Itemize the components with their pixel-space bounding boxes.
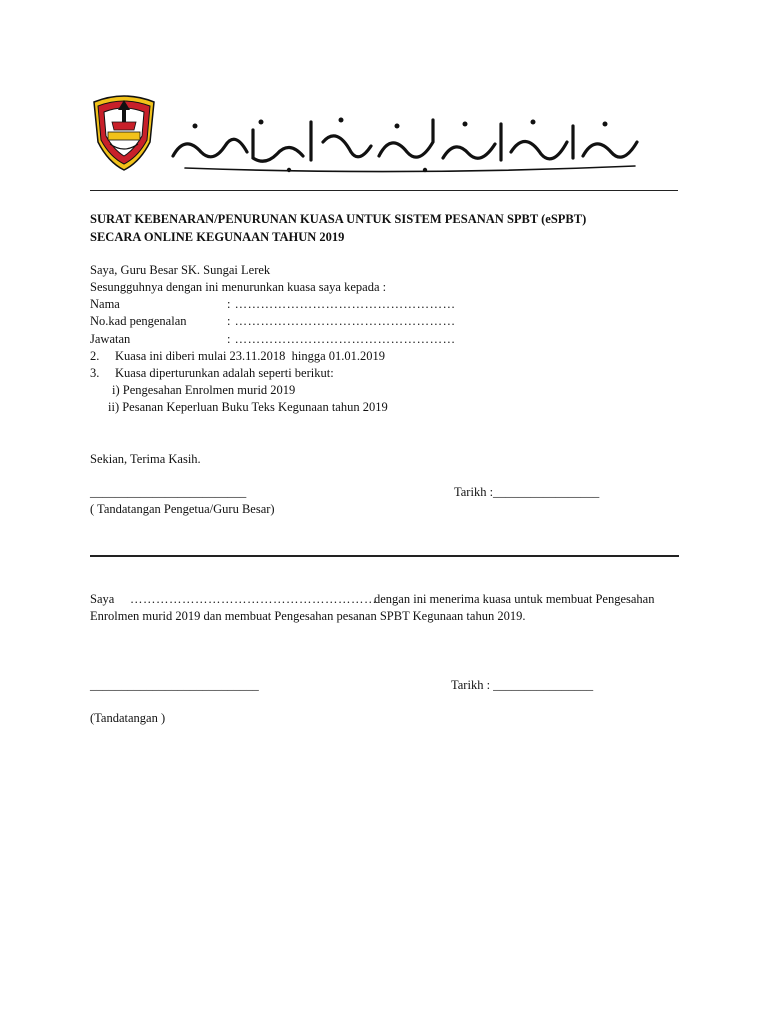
field-value-nama: : ……………………………………………	[227, 297, 456, 311]
item-3: 3. Kuasa diperturunkan adalah seperti berikut:	[90, 366, 334, 380]
acceptance-text-line-1: dengan ini menerima kuasa untuk membuat Pengesahan	[374, 592, 655, 606]
school-name-calligraphy	[165, 112, 650, 174]
tarikh-field-1: Tarikh :_________________	[454, 485, 600, 499]
principal-signature-caption: ( Tandatangan Pengetua/Guru Besar)	[90, 502, 275, 516]
recipient-signature-line: ___________________________	[90, 678, 259, 692]
header-divider	[90, 190, 678, 191]
letter-title-line-1: SURAT KEBENARAN/PENURUNAN KUASA UNTUK SISTEM PESANAN SPBT (eSPBT)	[90, 212, 587, 226]
field-label-nama: Nama	[90, 297, 120, 311]
closing-text: Sekian, Terima Kasih.	[90, 452, 201, 466]
tarikh-field-2: Tarikh : ________________	[451, 678, 594, 692]
field-label-ic: No.kad pengenalan	[90, 314, 187, 328]
principal-signature-line: _________________________	[90, 485, 247, 499]
acceptance-saya: Saya	[90, 592, 115, 606]
acceptance-name-dots: …………………………………………………	[130, 592, 377, 606]
letter-title-line-2: SECARA ONLINE KEGUNAAN TAHUN 2019	[90, 230, 345, 244]
intro-line-1: Saya, Guru Besar SK. Sungai Lerek	[90, 263, 271, 277]
field-value-jawatan: : ……………………………………………	[227, 332, 456, 346]
acceptance-text-line-2: Enrolmen murid 2019 dan membuat Pengesahan pesanan SPBT Kegunaan tahun 2019.	[90, 609, 526, 623]
field-value-ic: : ……………………………………………	[227, 314, 456, 328]
section-divider	[90, 555, 679, 557]
field-label-jawatan: Jawatan	[90, 332, 131, 346]
school-crest-logo	[90, 92, 158, 172]
item-2: 2. Kuasa ini diberi mulai 23.11.2018 hingga 01.01.2019	[90, 349, 385, 363]
sub-item-ii: ii) Pesanan Keperluan Buku Teks Kegunaan tahun 2019	[108, 400, 388, 414]
sub-item-i: i) Pengesahan Enrolmen murid 2019	[112, 383, 296, 397]
school-name-text: سکوله کبڠسأن سوڠاي لريک ستيوڠ تراڠݢانو	[395, 146, 415, 147]
intro-line-2: Sesungguhnya dengan ini menurunkan kuasa saya kepada :	[90, 280, 387, 294]
recipient-signature-caption: (Tandatangan )	[90, 711, 166, 725]
